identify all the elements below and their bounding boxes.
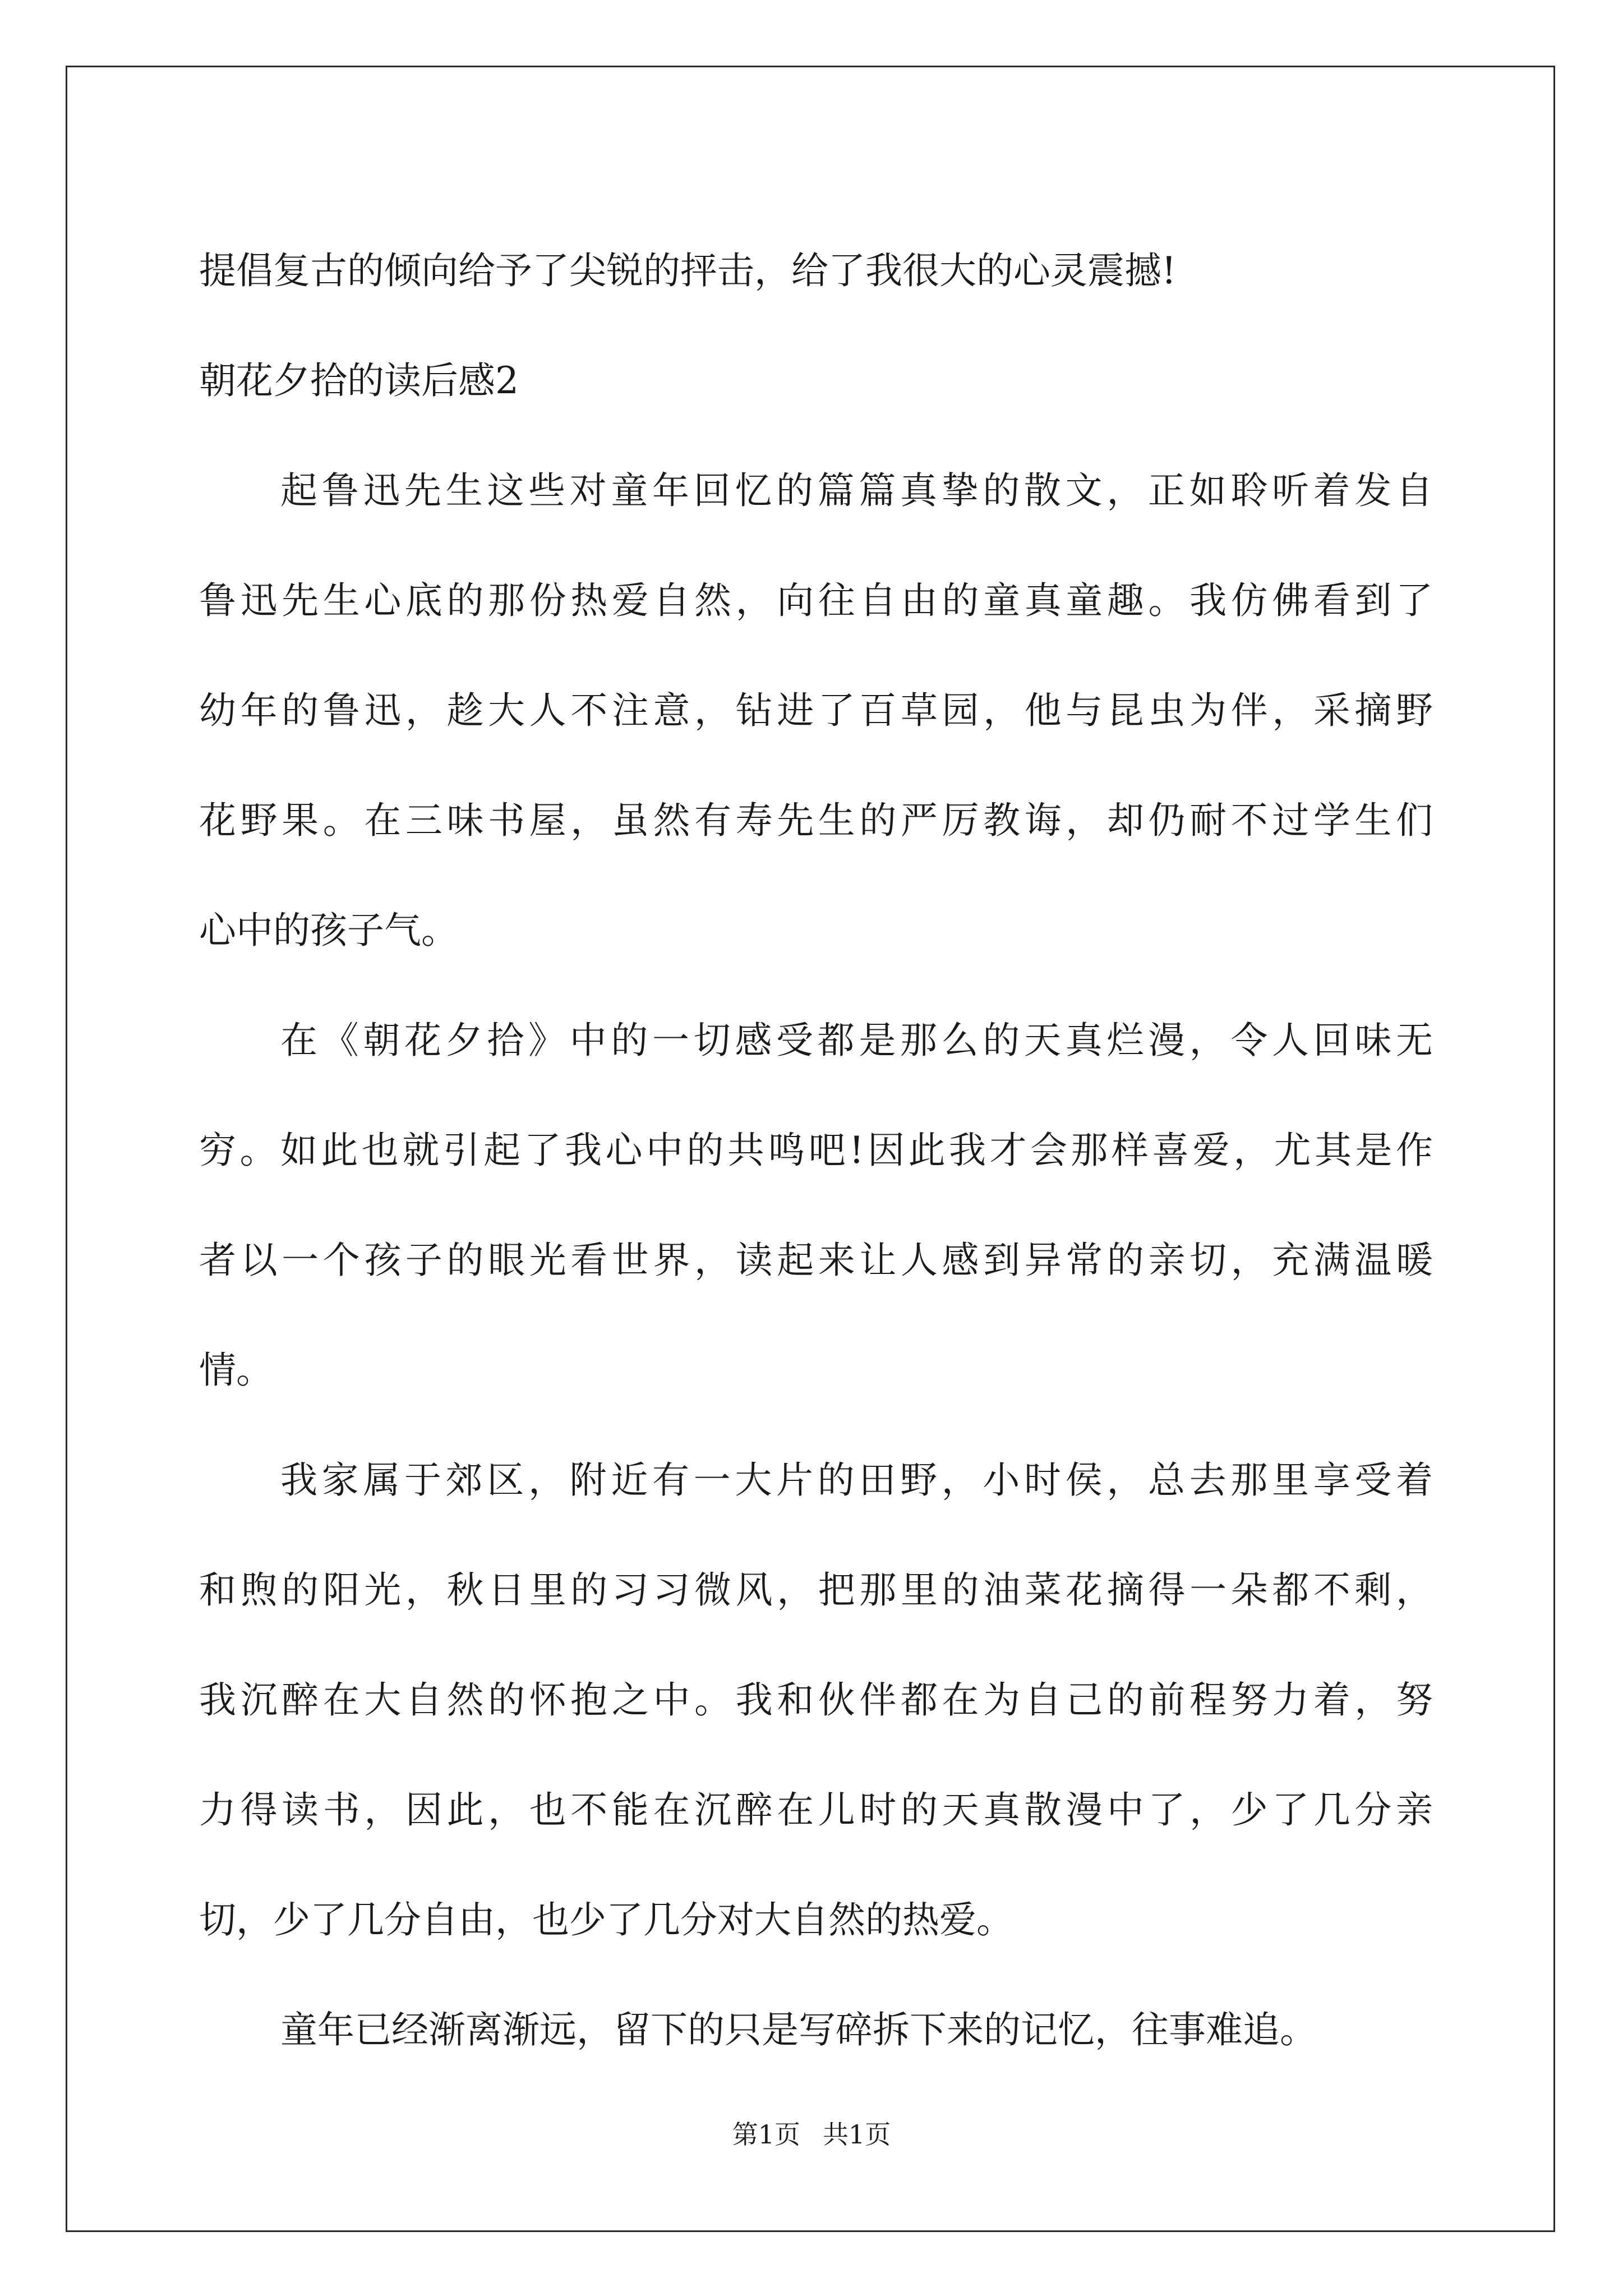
text-line: 心中的孩子气。	[199, 909, 458, 952]
page-total: 共1页	[823, 2119, 891, 2150]
document-body	[199, 216, 1433, 2085]
text-line: 起鲁迅先生这些对童年回忆的篇篇真挚的散文，正如聆听着发自	[280, 469, 1433, 512]
text-line: 穷。如此也就引起了我心中的共鸣吧!因此我才会那样喜爱，尤其是作	[199, 1129, 1433, 1172]
text-line: 力得读书，因此，也不能在沉醉在儿时的天真散漫中了，少了几分亲	[199, 1788, 1433, 1832]
page-number: 第1页	[732, 2119, 800, 2150]
text-line: 我家属于郊区，附近有一大片的田野，小时侯，总去那里享受着	[280, 1458, 1433, 1502]
text-line: 情。	[199, 1349, 273, 1392]
text-line: 花野果。在三味书屋，虽然有寿先生的严厉教诲，却仍耐不过学生们	[199, 799, 1433, 842]
text-line: 提倡复古的倾向给予了尖锐的抨击，给了我很大的心灵震撼!	[199, 249, 1177, 292]
text-line: 我沉醉在大自然的怀抱之中。我和伙伴都在为自己的前程努力着，努	[199, 1678, 1433, 1722]
text-line: 切，少了几分自由，也少了几分对大自然的热爱。	[199, 1898, 1013, 1941]
section-heading: 朝花夕拾的读后感2	[199, 359, 519, 402]
text-line: 在《朝花夕拾》中的一切感受都是那么的天真烂漫，令人回味无	[280, 1019, 1433, 1062]
text-line: 幼年的鲁迅，趁大人不注意，钻进了百草园，他与昆虫为伴，采摘野	[199, 689, 1433, 732]
page-footer	[0, 2118, 1623, 2151]
text-line: 和煦的阳光，秋日里的习习微风，把那里的油菜花摘得一朵都不剩，	[199, 1568, 1433, 1612]
text-line: 鲁迅先生心底的那份热爱自然，向往自由的童真童趣。我仿佛看到了	[199, 579, 1433, 622]
text-line: 童年已经渐离渐远，留下的只是写碎拆下来的记忆，往事难追。	[280, 2008, 1317, 2051]
text-line: 者以一个孩子的眼光看世界，读起来让人感到异常的亲切，充满温暖	[199, 1239, 1433, 1282]
